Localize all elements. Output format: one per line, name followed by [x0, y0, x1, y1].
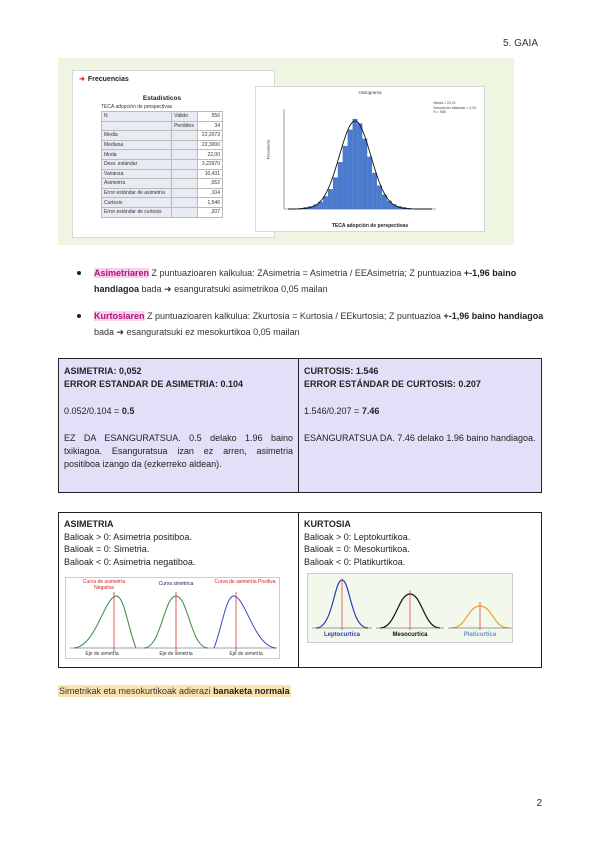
stats-label: Moda — [102, 150, 172, 160]
asymmetry-error: ERROR ESTANDAR DE ASIMETRIA: 0.104 — [64, 379, 244, 389]
stats-value: 22,2073 — [198, 131, 223, 141]
stats-label: Curtosis — [102, 198, 172, 208]
histogram-bar — [338, 162, 343, 209]
legend-sd: Desviación estándar = 3,23 — [433, 105, 476, 110]
stats-sublabel — [172, 198, 198, 208]
stats-value: ,207 — [198, 207, 223, 217]
positive-skew-curve — [214, 596, 276, 648]
stats-row — [102, 150, 223, 160]
stats-sublabel — [172, 131, 198, 141]
variable-name: TECA adopción de perspectivas — [101, 104, 173, 110]
kurtosis-calc: 1.546/0.207 = 7.46 — [304, 406, 380, 416]
stats-label: Media — [102, 131, 172, 141]
stats-row — [102, 198, 223, 208]
kurtosis-conclusion: ESANGURATSUA DA. 7.46 delako 1.96 baino handiagoa. — [304, 433, 536, 443]
axis-label: Eje de simetría — [229, 651, 263, 657]
bullet-text: Z puntuazioaren kalkulua: Zkurtosia = Kurtosia / EEkurtosia; Z puntuazioa — [144, 311, 444, 321]
histogram-bar — [323, 196, 328, 209]
bullet-text: Z puntuazioaren kalkulua: ZAsimetria = Asimetria / EEAsimetria; Z puntuazioa — [149, 268, 464, 278]
asymmetry-line: Balioak = 0: Simetria. — [64, 544, 150, 554]
stats-row — [102, 188, 223, 198]
calculation-table — [58, 358, 542, 493]
kurtosis-line: Balioak = 0: Mesokurtikoa. — [304, 544, 410, 554]
kurtosis-types-cell — [299, 513, 541, 667]
platykurtic-label: Platicurtica — [463, 632, 497, 638]
histogram-chart — [255, 86, 485, 232]
stats-label: N — [102, 112, 172, 122]
stats-row — [102, 121, 223, 131]
bullet-kurtosis — [74, 308, 544, 340]
bullet-dot — [77, 271, 81, 275]
histogram-bar — [348, 130, 353, 209]
stats-value: 10,431 — [198, 169, 223, 179]
histogram-svg — [256, 87, 486, 233]
asymmetry-types-cell — [59, 513, 299, 667]
histogram-bar — [343, 146, 348, 209]
term-kurtosia: Kurtosiaren — [94, 311, 145, 321]
stats-sublabel — [172, 179, 198, 189]
asymmetry-calc-cell — [59, 359, 299, 492]
asymmetry-line: Balioak < 0: Asimetria negatiboa. — [64, 556, 196, 567]
asymmetry-curves-figure — [65, 577, 280, 659]
asymmetry-title: ASIMETRIA — [64, 519, 114, 529]
stats-sublabel: Perdidos — [172, 121, 198, 131]
stats-row — [102, 169, 223, 179]
histogram-bar — [367, 157, 372, 209]
stats-sublabel — [172, 169, 198, 179]
stats-label: Error estándar de curtosis — [102, 207, 172, 217]
negative-skew-curve — [74, 596, 136, 648]
stats-value: ,052 — [198, 179, 223, 189]
asymmetry-line: Balioak > 0: Asimetria positiboa. — [64, 531, 192, 542]
stats-sublabel — [172, 150, 198, 160]
stats-value: 22,00 — [198, 150, 223, 160]
y-axis-label: Frecuencia — [265, 139, 271, 160]
histogram-bar — [328, 189, 333, 209]
kurtosis-line: Balioak < 0: Platikurtikoa. — [304, 556, 406, 567]
final-note: Simetrikak eta mesokurtikoak adierazi banaketa normala — [59, 686, 290, 696]
positive-skew-label: Curva de asimetría Positiva — [214, 579, 276, 585]
stats-label: Varianza — [102, 169, 172, 179]
stats-row — [102, 179, 223, 189]
stats-sublabel — [172, 159, 198, 169]
stats-label: Mediana — [102, 140, 172, 150]
histogram-bar — [362, 139, 367, 209]
stats-value: 22,3000 — [198, 140, 223, 150]
stats-sublabel — [172, 140, 198, 150]
bullet-bold: +-1,96 baino handiagoa — [94, 268, 517, 294]
legend-mean: Media = 22,21 — [433, 101, 456, 105]
symmetric-label: Curva simétrica — [158, 581, 194, 587]
negative-skew-label: Curva de asimetría Negativa — [82, 579, 126, 591]
statistics-table-box — [101, 95, 223, 218]
stats-row — [102, 131, 223, 141]
leptokurtic-label: Leptocurtica — [323, 632, 360, 638]
x-axis-label: TECA adopción de perspectivas — [331, 223, 409, 229]
stats-value: 34 — [198, 121, 223, 131]
stats-sublabel — [172, 207, 198, 217]
asymmetry-calc: 0.052/0.104 = 0.5 — [64, 406, 135, 416]
kurtosis-calc-cell — [299, 359, 541, 492]
bullet-dot — [77, 314, 81, 318]
stats-value: 556 — [198, 112, 223, 122]
stats-sublabel — [172, 188, 198, 198]
stats-value: 1,546 — [198, 198, 223, 208]
kurtosis-line: Balioak > 0: Leptokurtikoa. — [304, 531, 411, 542]
stats-row — [102, 159, 223, 169]
stats-sublabel: Válido — [172, 112, 198, 122]
kurtosis-curves-figure — [307, 573, 513, 643]
types-table — [58, 512, 542, 668]
kurtosis-error: ERROR ESTÁNDAR DE CURTOSIS: 0.207 — [304, 379, 481, 389]
term-asimetria: Asimetriaren — [94, 268, 150, 278]
spss-output-panel — [58, 58, 514, 245]
bullet-asymmetry — [74, 265, 544, 297]
stats-value: 3,22970 — [198, 159, 223, 169]
axis-label: Eje de simetría — [159, 651, 193, 657]
histogram-bar — [353, 119, 358, 209]
statistics-table — [101, 111, 223, 218]
histogram-bar — [372, 173, 377, 209]
bullet-text: bada ➜ esanguratsuki asimetrikoa 0,05 mailan — [139, 284, 328, 294]
chart-title: Histograma — [358, 90, 382, 95]
page-number: 2 — [536, 798, 542, 809]
statistics-window — [72, 70, 275, 238]
bullet-list — [74, 265, 544, 351]
asymmetry-conclusion: EZ DA ESANGURATSUA. 0.5 delako 1.96 baino txikiagoa. Esanguratsua izan ez arren, asimetria positiboa izango da (ezkerreko aldean). — [64, 433, 293, 469]
histogram-bar — [358, 124, 363, 210]
statistics-title: Estadísticos — [142, 95, 182, 102]
stats-row — [102, 207, 223, 217]
section-header: 5. GAIA — [502, 38, 538, 49]
bullet-bold: +-1,96 baino handiagoa — [443, 311, 544, 321]
bullet-text: bada ➜ esanguratsuki ez mesokurtikoa 0,05 mailan — [94, 327, 300, 337]
stats-row — [102, 140, 223, 150]
kurtosis-value: CURTOSIS: 1.546 — [304, 366, 379, 376]
stats-label: Desv. estándar — [102, 159, 172, 169]
stats-label: Asimetría — [102, 179, 172, 189]
stats-label — [102, 121, 172, 131]
axis-label: Eje de simetría — [85, 651, 119, 657]
histogram-bar — [377, 186, 382, 209]
kurtosis-title: KURTOSIA — [304, 519, 351, 529]
frequencies-title: ➜ Frecuencias — [79, 76, 129, 83]
arrow-icon: ➜ — [79, 76, 85, 83]
stats-value: ,104 — [198, 188, 223, 198]
histogram-bar — [333, 178, 338, 210]
stats-label: Error estándar de asimetría — [102, 188, 172, 198]
legend-n: N = 556 — [433, 110, 446, 114]
mesokurtic-label: Mesocurtica — [392, 632, 428, 638]
asymmetry-value: ASIMETRIA: 0,052 — [64, 366, 142, 376]
stats-row — [102, 112, 223, 122]
